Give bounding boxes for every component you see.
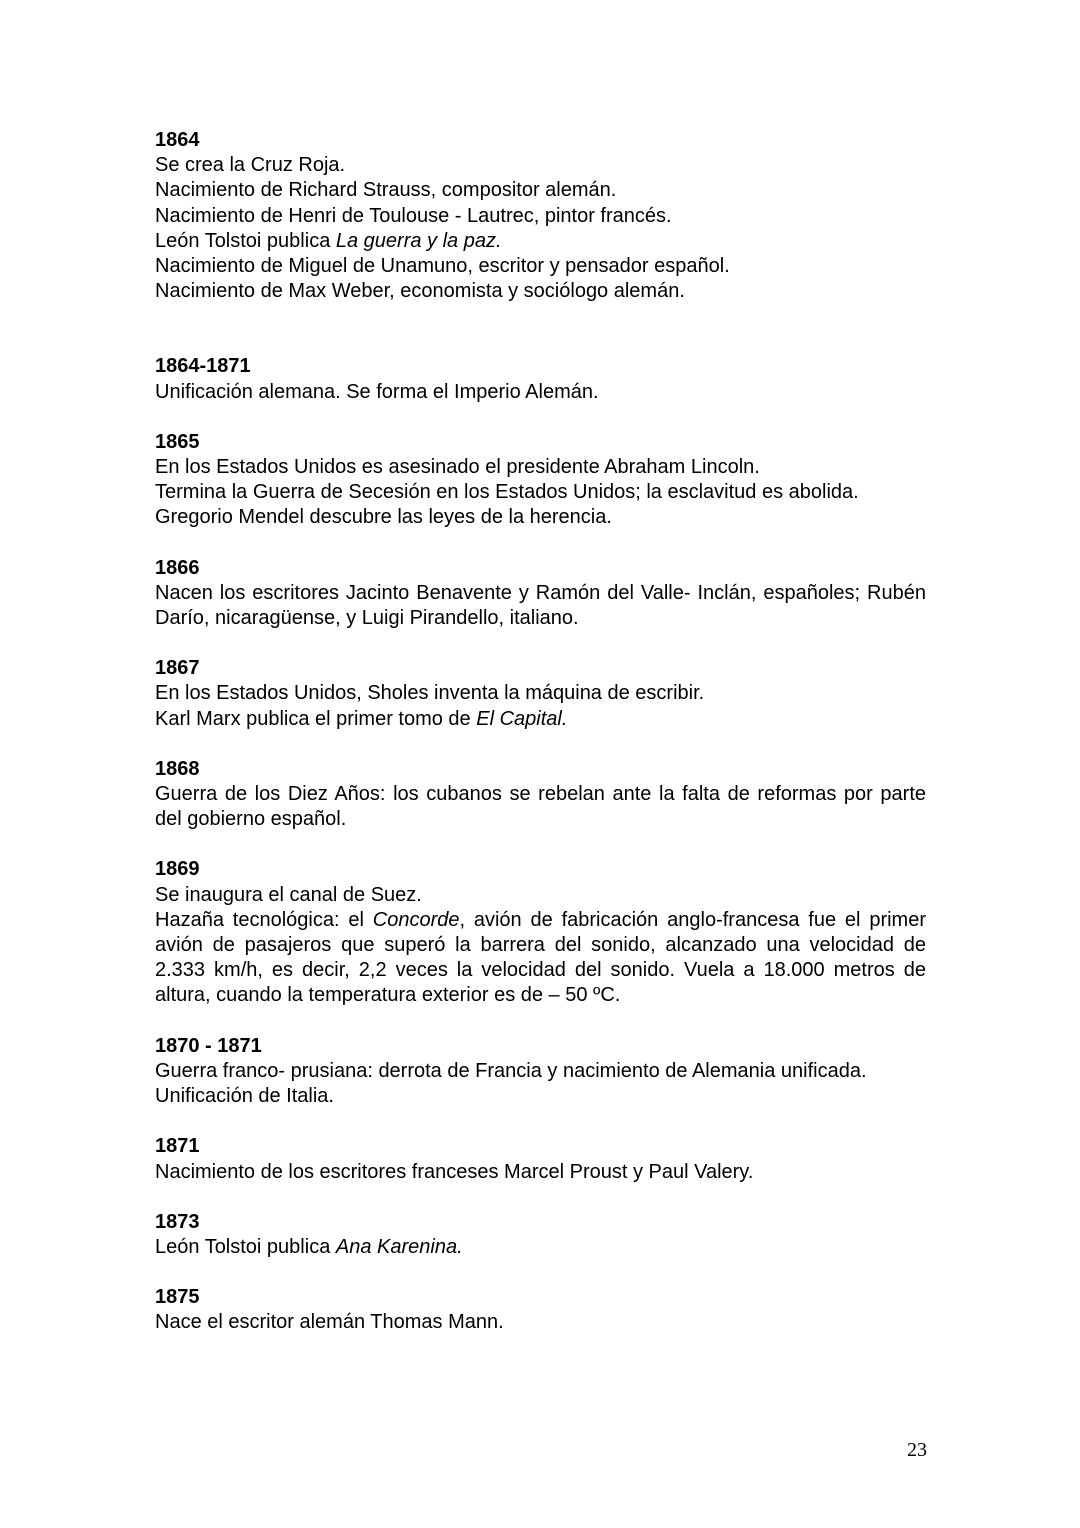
- entry-line: Nace el escritor alemán Thomas Mann.: [155, 1311, 504, 1334]
- entry-line: Unificación de Italia.: [155, 1085, 334, 1108]
- entry-year: 1866: [155, 556, 200, 579]
- entry-year: 1875: [155, 1286, 200, 1309]
- page-number: 23: [907, 1439, 927, 1461]
- document-body: [155, 128, 926, 1361]
- entry-year: 1867: [155, 657, 200, 680]
- entry-line: Nacimiento de los escritores franceses Marcel Proust y Paul Valery.: [155, 1160, 754, 1183]
- entry-line: Unificación alemana. Se forma el Imperio Alemán.: [155, 380, 599, 403]
- entry-line: [155, 1235, 926, 1260]
- entry-line: En los Estados Unidos, Sholes inventa la máquina de escribir.: [155, 682, 705, 705]
- book-title: El Capital.: [476, 707, 568, 730]
- book-title: Ana Karenina.: [335, 1235, 463, 1258]
- entry-paragraph-text: , avión de fabricación anglo-francesa fue el primer avión de pasajeros que superó la barrera del sonido, alcanzado una velocidad de 2.333 km/h, es decir, 2,2 veces la velocidad del sonido. Vuela a 18.000 metros de altura, cuando la temperatura exterior es de – 50 ºC.: [155, 908, 926, 1007]
- entry-year: 1871: [155, 1135, 200, 1158]
- entry-line: [155, 707, 926, 732]
- entry-line: Nacimiento de Miguel de Unamuno, escritor y pensador español.: [155, 255, 730, 278]
- entry-line-text: León Tolstoi publica: [155, 229, 336, 252]
- entry-line: [155, 229, 926, 254]
- entry-paragraph: Guerra de los Diez Años: los cubanos se rebelan ante la falta de reformas por parte del gobierno español.: [155, 783, 926, 831]
- entry-1864-1871: [155, 354, 926, 404]
- entry-line: Se crea la Cruz Roja.: [155, 154, 346, 177]
- entry-line: Se inaugura el canal de Suez.: [155, 883, 422, 906]
- entry-paragraph: [155, 908, 926, 1009]
- aircraft-name: Concorde: [372, 908, 460, 931]
- entry-1870-1871: [155, 1034, 926, 1110]
- entry-1864: [155, 128, 926, 304]
- entry-line: Nacimiento de Richard Strauss, compositor alemán.: [155, 179, 617, 202]
- entry-paragraph-text: Hazaña tecnológica: el: [155, 908, 373, 931]
- entry-paragraph: Guerra franco- prusiana: derrota de Francia y nacimiento de Alemania unificada.: [155, 1059, 867, 1082]
- entry-1875: [155, 1285, 926, 1335]
- entry-1867: [155, 656, 926, 732]
- entry-1868: [155, 757, 926, 833]
- entry-year: 1864: [155, 129, 200, 151]
- entry-line: Gregorio Mendel descubre las leyes de la herencia.: [155, 506, 612, 529]
- entry-line-text: León Tolstoi publica: [155, 1235, 336, 1258]
- entry-line: En los Estados Unidos es asesinado el presidente Abraham Lincoln.: [155, 456, 760, 479]
- entry-line: Nacimiento de Max Weber, economista y sociólogo alemán.: [155, 280, 685, 303]
- book-title: La guerra y la paz.: [335, 229, 502, 252]
- entry-1866: [155, 556, 926, 632]
- entry-line: Nacimiento de Henri de Toulouse - Lautrec, pintor francés.: [155, 204, 672, 227]
- entry-year: 1865: [155, 430, 200, 453]
- entry-1871: [155, 1134, 926, 1184]
- entry-year: 1873: [155, 1210, 200, 1233]
- entry-year: 1868: [155, 757, 200, 780]
- entry-year: 1870 - 1871: [155, 1034, 262, 1057]
- entry-line: Termina la Guerra de Secesión en los Estados Unidos; la esclavitud es abolida.: [155, 481, 859, 504]
- entry-year: 1864-1871: [155, 355, 251, 378]
- entry-1865: [155, 430, 926, 531]
- entry-1873: [155, 1210, 926, 1260]
- entry-year: 1869: [155, 858, 200, 881]
- entry-paragraph: Nacen los escritores Jacinto Benavente y Ramón del Valle- Inclán, españoles; Rubén Darío, nicaragüense, y Luigi Pirandello, italiano.: [155, 581, 926, 630]
- entry-line-text: Karl Marx publica el primer tomo de: [155, 707, 477, 730]
- entry-1869: [155, 857, 926, 1008]
